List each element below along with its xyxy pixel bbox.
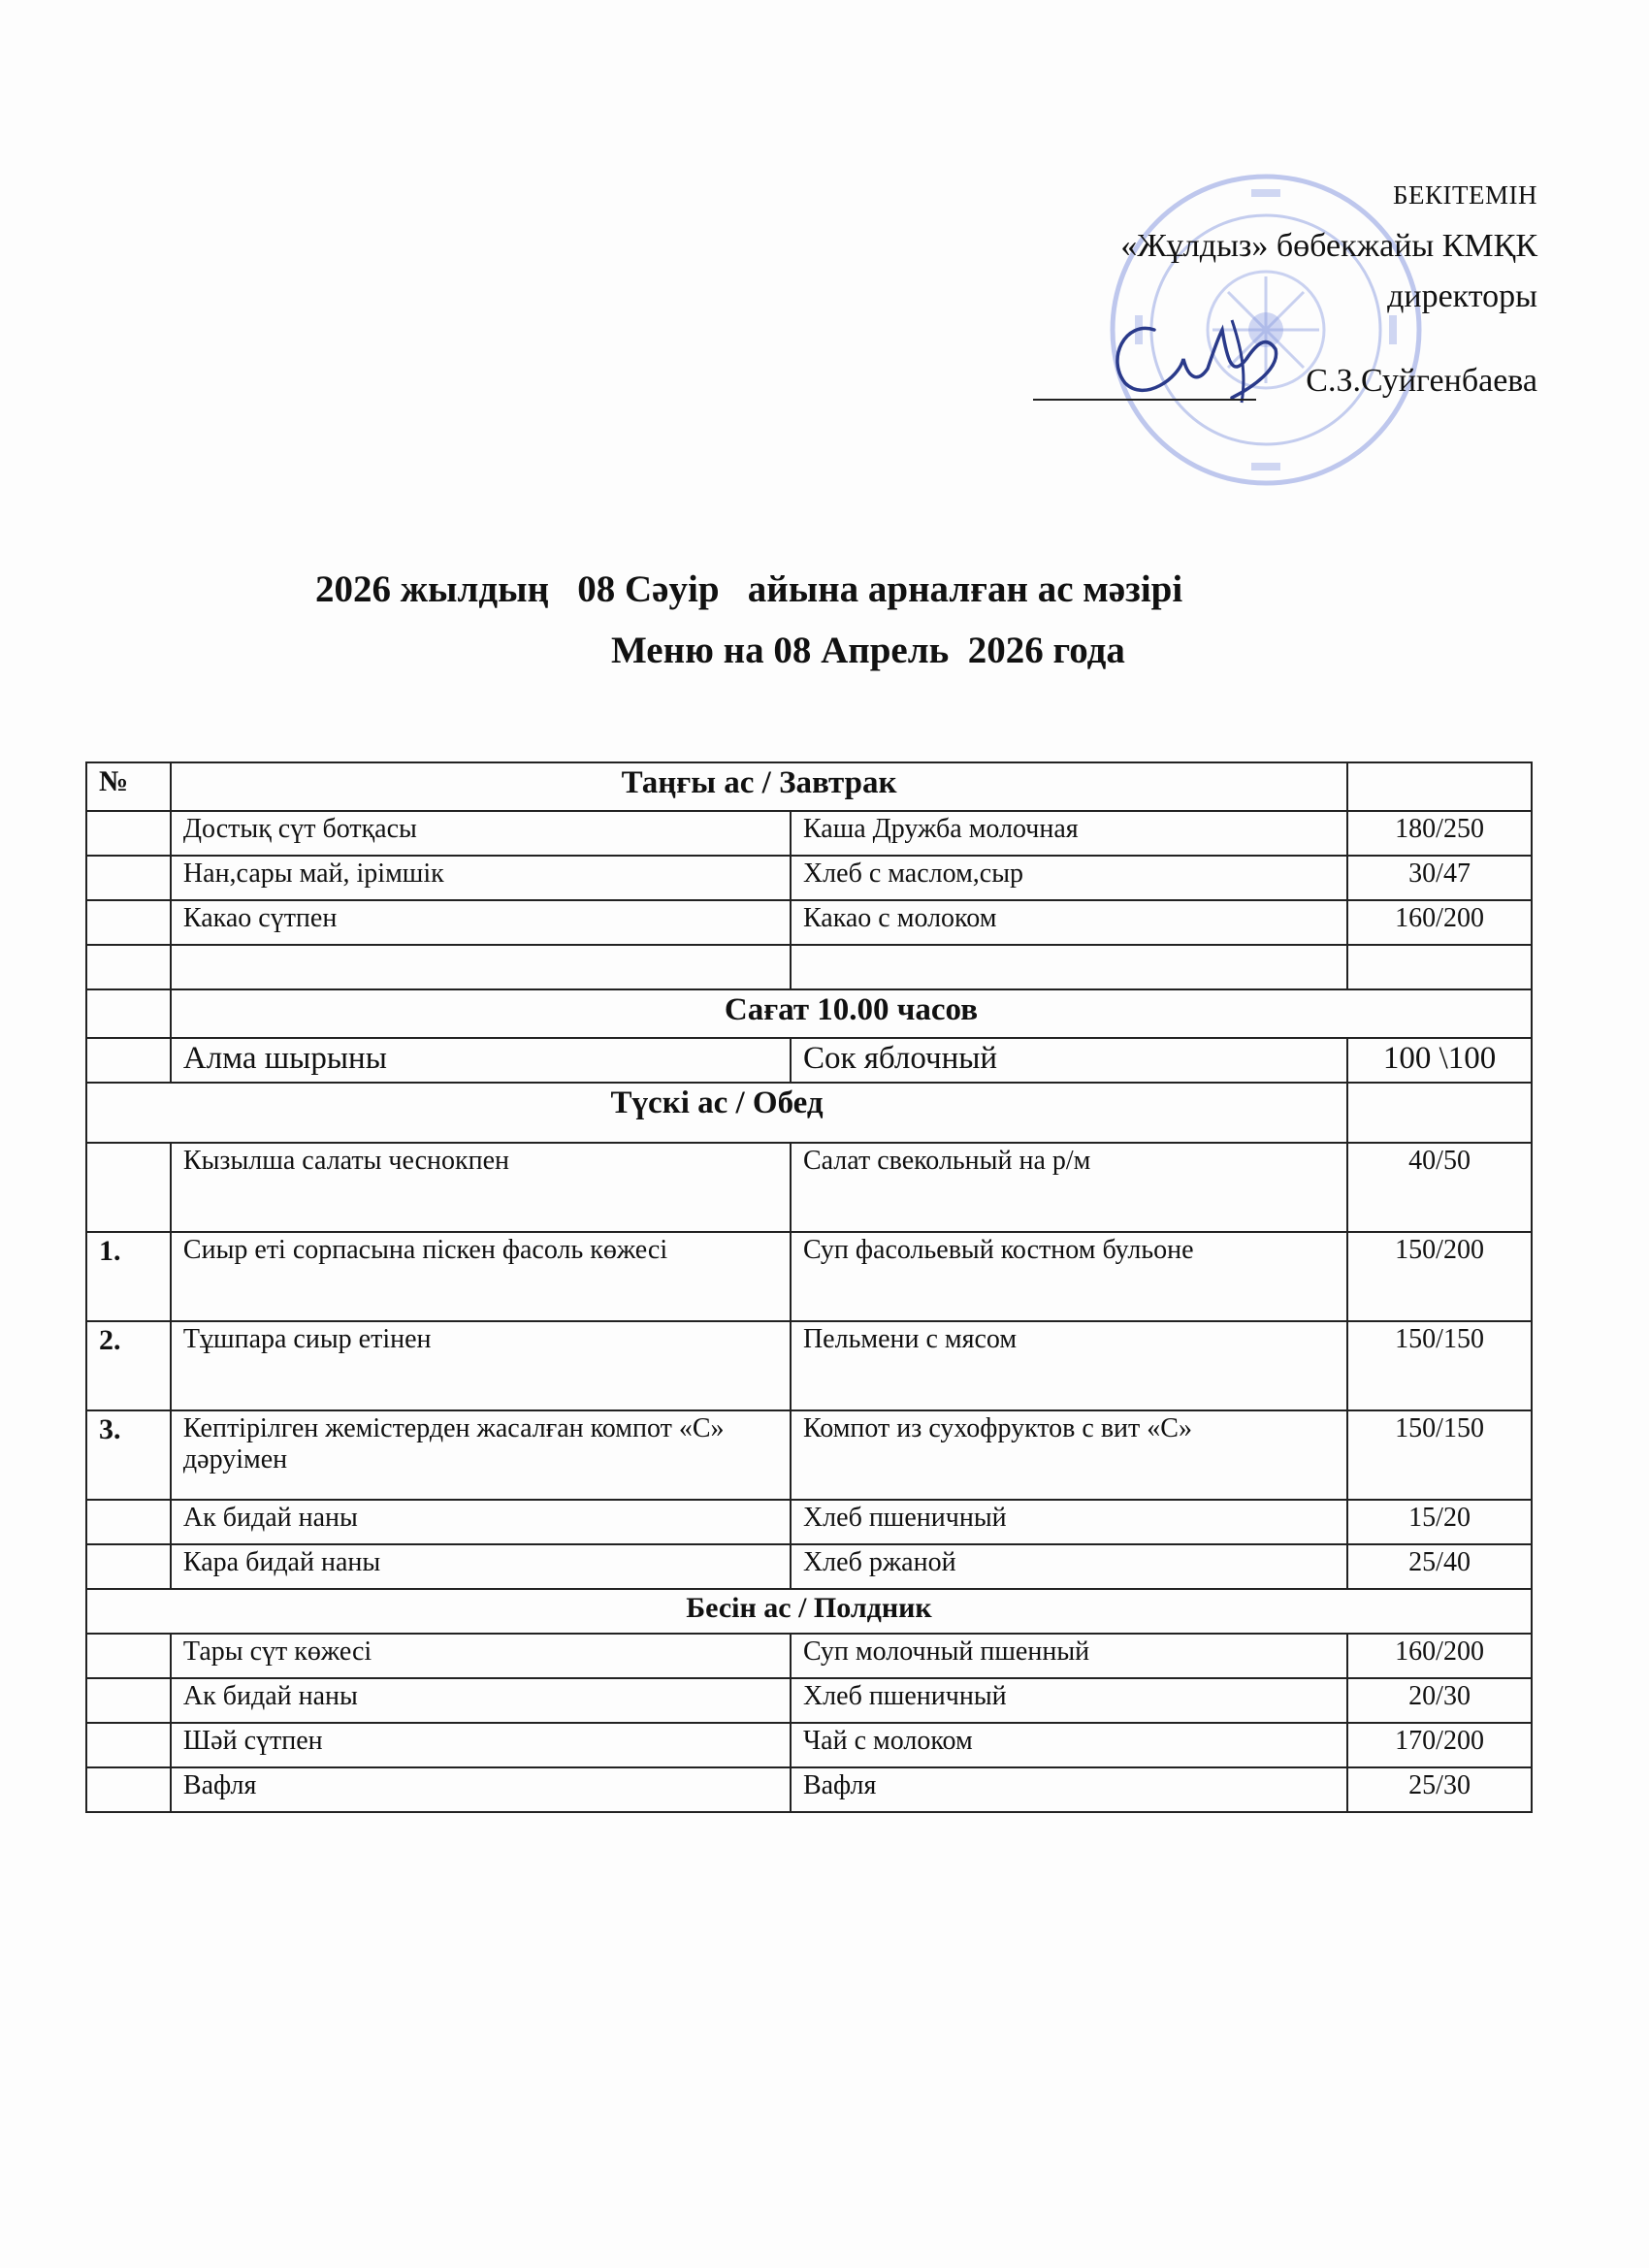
section-heading-breakfast: Таңғы ас / Завтрак bbox=[171, 762, 1347, 811]
dish-russian: Суп молочный пшенный bbox=[791, 1634, 1347, 1678]
table-row bbox=[86, 1589, 1532, 1634]
dish-kazakh: Тары сүт көжесі bbox=[171, 1634, 791, 1678]
dish-kazakh: Кызылша салаты чеснокпен bbox=[171, 1143, 791, 1232]
dish-kazakh: Кептірілген жемістерден жасалған компот «С» дәруімен bbox=[171, 1410, 791, 1500]
table-row bbox=[86, 1544, 1532, 1589]
portion-quantity: 30/47 bbox=[1347, 856, 1532, 900]
item-number bbox=[86, 1544, 171, 1589]
table-row bbox=[86, 989, 1532, 1038]
approval-director-name: С.З.Суйгенбаева bbox=[1306, 363, 1537, 400]
portion-quantity: 150/200 bbox=[1347, 1232, 1532, 1321]
dish-russian: Хлеб пшеничный bbox=[791, 1500, 1347, 1544]
approval-position: директоры bbox=[1387, 278, 1537, 315]
dish-kazakh: Ак бидай наны bbox=[171, 1678, 791, 1723]
table-row bbox=[86, 811, 1532, 856]
dish-russian: Салат свекольный на р/м bbox=[791, 1143, 1347, 1232]
dish-kazakh: Алма шырыны bbox=[171, 1038, 791, 1083]
table-row bbox=[86, 1500, 1532, 1544]
table-row bbox=[86, 1321, 1532, 1410]
dish-russian: Пельмени с мясом bbox=[791, 1321, 1347, 1410]
dish-kazakh: Какао сүтпен bbox=[171, 900, 791, 945]
table-row bbox=[86, 1767, 1532, 1812]
item-number: 1. bbox=[86, 1232, 171, 1321]
dish-russian: Хлеб ржаной bbox=[791, 1544, 1347, 1589]
portion-quantity: 25/30 bbox=[1347, 1767, 1532, 1812]
dish-russian: Компот из сухофруктов с вит «С» bbox=[791, 1410, 1347, 1500]
approval-approve-label: БЕКІТЕМІН bbox=[1393, 180, 1537, 210]
table-row bbox=[86, 1232, 1532, 1321]
section-heading-snack: Сағат 10.00 часов bbox=[171, 989, 1532, 1038]
section-heading-lunch: Түскі ас / Обед bbox=[86, 1083, 1347, 1143]
table-row bbox=[86, 1410, 1532, 1500]
dish-kazakh: Ак бидай наны bbox=[171, 1500, 791, 1544]
approval-block bbox=[955, 179, 1537, 405]
number-column-header: № bbox=[86, 762, 171, 811]
approval-organization: «Жұлдыз» бөбекжайы КМҚК bbox=[1120, 227, 1537, 264]
portion-quantity: 150/150 bbox=[1347, 1321, 1532, 1410]
table-row bbox=[86, 1143, 1532, 1232]
table-row bbox=[86, 1083, 1532, 1143]
title-kazakh: 2026 жылдың 08 Сәуір айына арналған ас мәзірі bbox=[315, 568, 1183, 610]
signature-line bbox=[1033, 399, 1256, 401]
table-row bbox=[86, 762, 1532, 811]
portion-quantity: 180/250 bbox=[1347, 811, 1532, 856]
table-row bbox=[86, 900, 1532, 945]
dish-russian: Вафля bbox=[791, 1767, 1347, 1812]
item-number bbox=[86, 1143, 171, 1232]
dish-russian: Хлеб с маслом,сыр bbox=[791, 856, 1347, 900]
table-row bbox=[86, 1634, 1532, 1678]
dish-russian: Какао с молоком bbox=[791, 900, 1347, 945]
table-row bbox=[86, 1723, 1532, 1767]
portion-quantity: 160/200 bbox=[1347, 900, 1532, 945]
portion-quantity: 40/50 bbox=[1347, 1143, 1532, 1232]
portion-quantity: 15/20 bbox=[1347, 1500, 1532, 1544]
item-number: 3. bbox=[86, 1410, 171, 1500]
dish-russian: Хлеб пшеничный bbox=[791, 1678, 1347, 1723]
section-heading-afternoon: Бесін ас / Полдник bbox=[86, 1589, 1532, 1634]
portion-quantity: 150/150 bbox=[1347, 1410, 1532, 1500]
menu-table bbox=[85, 761, 1533, 1813]
dish-kazakh: Вафля bbox=[171, 1767, 791, 1812]
portion-quantity: 20/30 bbox=[1347, 1678, 1532, 1723]
dish-russian: Сок яблочный bbox=[791, 1038, 1347, 1083]
item-number bbox=[86, 1500, 171, 1544]
portion-quantity: 170/200 bbox=[1347, 1723, 1532, 1767]
dish-russian: Чай с молоком bbox=[791, 1723, 1347, 1767]
dish-kazakh: Кара бидай наны bbox=[171, 1544, 791, 1589]
dish-russian: Каша Дружба молочная bbox=[791, 811, 1347, 856]
dish-kazakh: Сиыр еті сорпасына піскен фасоль көжесі bbox=[171, 1232, 791, 1321]
dish-kazakh: Шәй сүтпен bbox=[171, 1723, 791, 1767]
portion-quantity: 25/40 bbox=[1347, 1544, 1532, 1589]
table-row bbox=[86, 945, 1532, 989]
dish-kazakh: Достық сүт ботқасы bbox=[171, 811, 791, 856]
dish-kazakh: Нан,сары май, ірімшік bbox=[171, 856, 791, 900]
table-row bbox=[86, 1038, 1532, 1083]
table-row bbox=[86, 856, 1532, 900]
table-row bbox=[86, 1678, 1532, 1723]
dish-russian: Суп фасольевый костном бульоне bbox=[791, 1232, 1347, 1321]
approval-signature-row bbox=[955, 361, 1537, 405]
item-number: 2. bbox=[86, 1321, 171, 1410]
title-russian: Меню на 08 Апрель 2026 года bbox=[611, 630, 1125, 671]
portion-quantity: 160/200 bbox=[1347, 1634, 1532, 1678]
dish-kazakh: Тұшпара сиыр етінен bbox=[171, 1321, 791, 1410]
portion-quantity: 100 \100 bbox=[1347, 1038, 1532, 1083]
